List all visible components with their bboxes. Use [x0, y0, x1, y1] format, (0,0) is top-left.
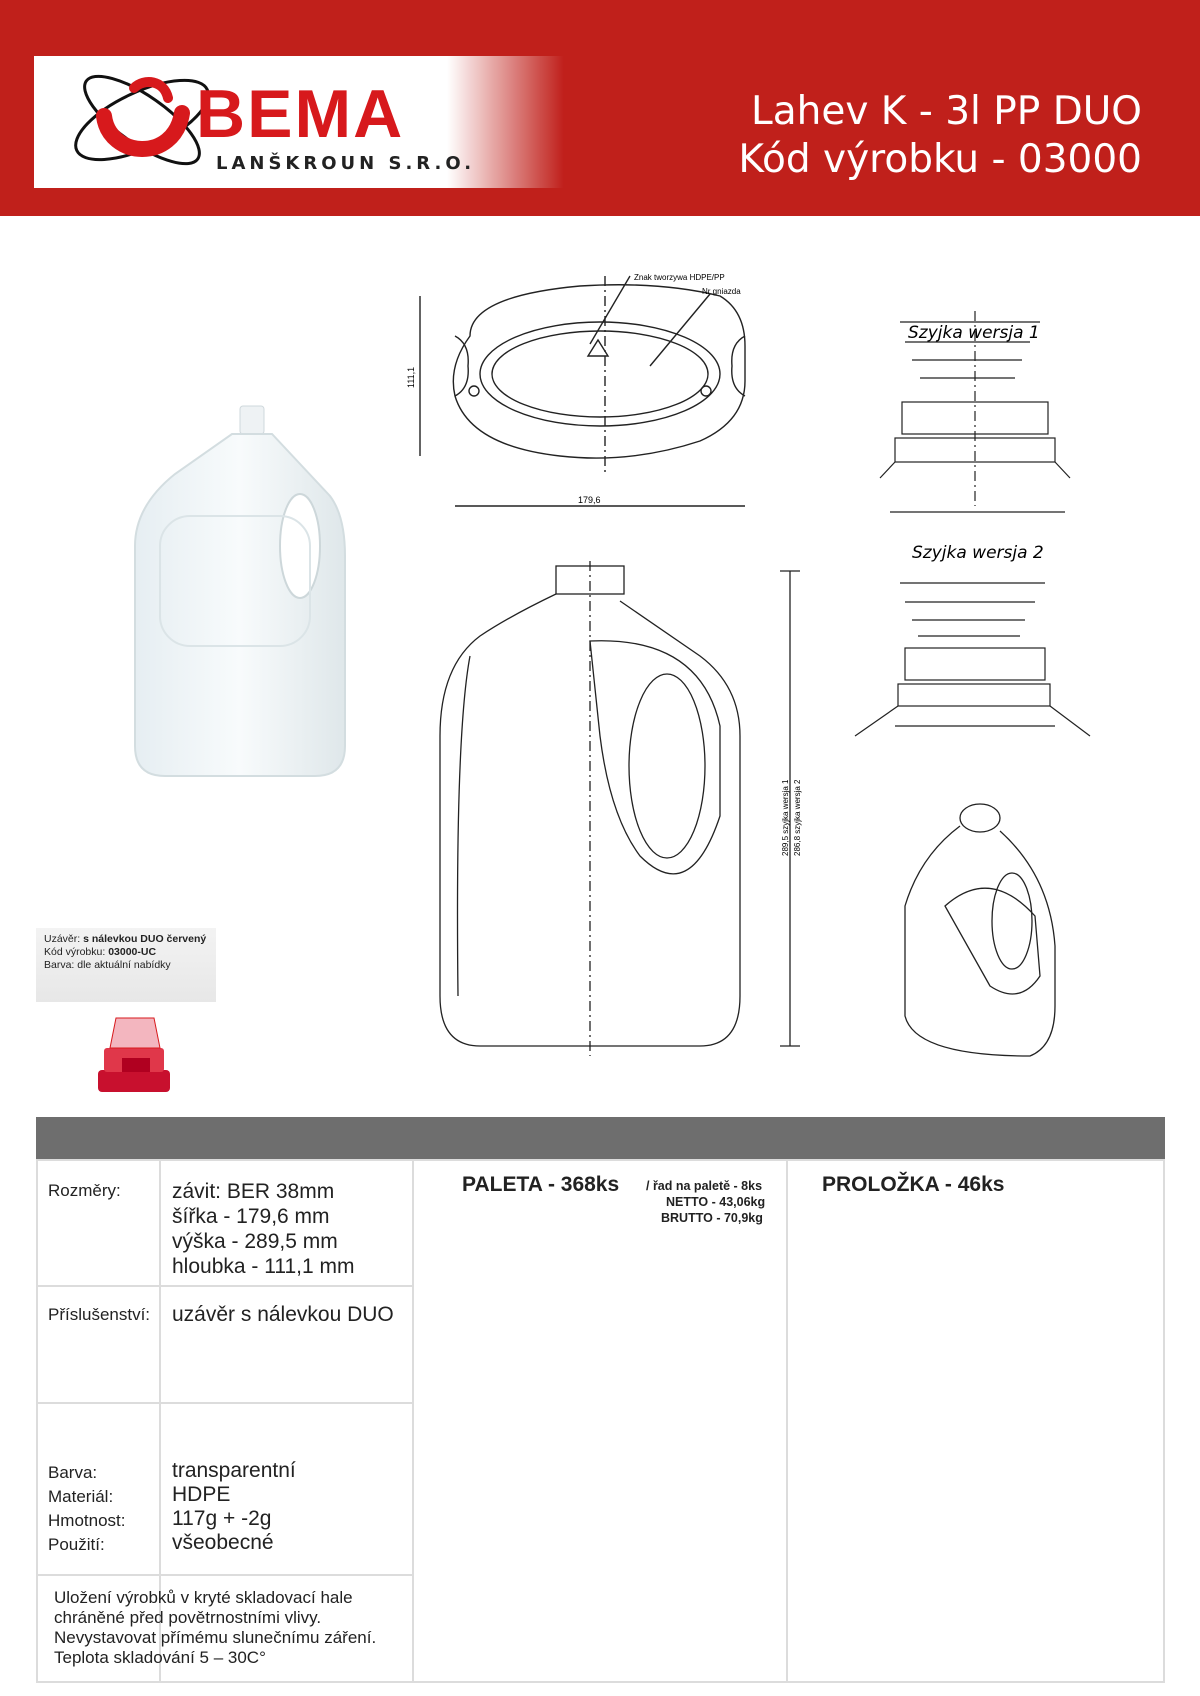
neck-version-2 — [855, 583, 1090, 736]
height-v1-dim: 289,5 szyjka wersja 1 — [781, 779, 790, 856]
cap-line-2: Kód výrobku: 03000-UC — [44, 946, 157, 958]
width-dim: 179,6 — [578, 495, 601, 505]
spec-table — [36, 1159, 1165, 1683]
title-line-2: Kód výrobku - 03000 — [738, 137, 1142, 182]
cap-note — [36, 928, 216, 1002]
neck-v1-title: Szyjka wersja 1 — [908, 323, 1040, 343]
brand-subtitle: LANŠKROUN S.R.O. — [216, 153, 476, 174]
props-labels: Barva: Materiál: Hmotnost: Použití: — [48, 1463, 126, 1554]
front-view — [440, 561, 800, 1056]
dimensions-values: závit: BER 38mm šířka - 179,6 mm výška - 289,5 mm hloubka - 111,1 mm — [172, 1180, 355, 1278]
cap-line-1: Uzávěr: s nálevkou DUO červený — [44, 933, 207, 945]
plastic-mark-label: Znak tworzywa HDPE/PP — [634, 273, 725, 282]
cap-line-3: Barva: dle aktuální nabídky — [44, 959, 171, 971]
accessories-label: Příslušenství: — [48, 1305, 151, 1324]
storage-note: Uložení výrobků v kryté skladovací hale chráněné před povětrnostními vlivy. Nevystavovat přímému slunečnímu záření. Teplota skladování 5 – 30C° — [54, 1588, 377, 1667]
netto-weight: NETTO - 43,06kg — [666, 1195, 766, 1209]
height-v2-dim: 286,8 szyjka wersja 2 — [793, 779, 802, 856]
cap-photo — [80, 1010, 190, 1102]
neck-v2-title: Szyjka wersja 2 — [912, 543, 1044, 563]
depth-dim: 111,1 — [406, 366, 416, 388]
perspective-view — [905, 804, 1055, 1056]
dimensions-label: Rozměry: — [48, 1181, 121, 1200]
pallet-rows: / řad na paletě - 8ks — [646, 1179, 763, 1193]
section-divider-bar — [36, 1117, 1165, 1159]
brand-name: BEMA — [196, 76, 405, 152]
brutto-weight: BRUTTO - 70,9kg — [661, 1211, 763, 1225]
interlayer-count: PROLOŽKA - 46ks — [822, 1173, 1005, 1196]
top-view — [420, 276, 745, 506]
title-line-1: Lahev K - 3l PP DUO — [750, 89, 1142, 134]
bottle-photo — [135, 406, 345, 776]
accessories-value: uzávěr s nálevkou DUO — [172, 1303, 394, 1326]
header-banner — [0, 0, 1200, 216]
logo-panel — [34, 56, 564, 188]
cavity-label: Nr gniazda — [702, 287, 741, 296]
props-values: transparentní HDPE 117g + -2g všeobecné — [172, 1459, 296, 1554]
page-title — [738, 88, 1142, 184]
pallet-count: PALETA - 368ks — [462, 1173, 620, 1196]
